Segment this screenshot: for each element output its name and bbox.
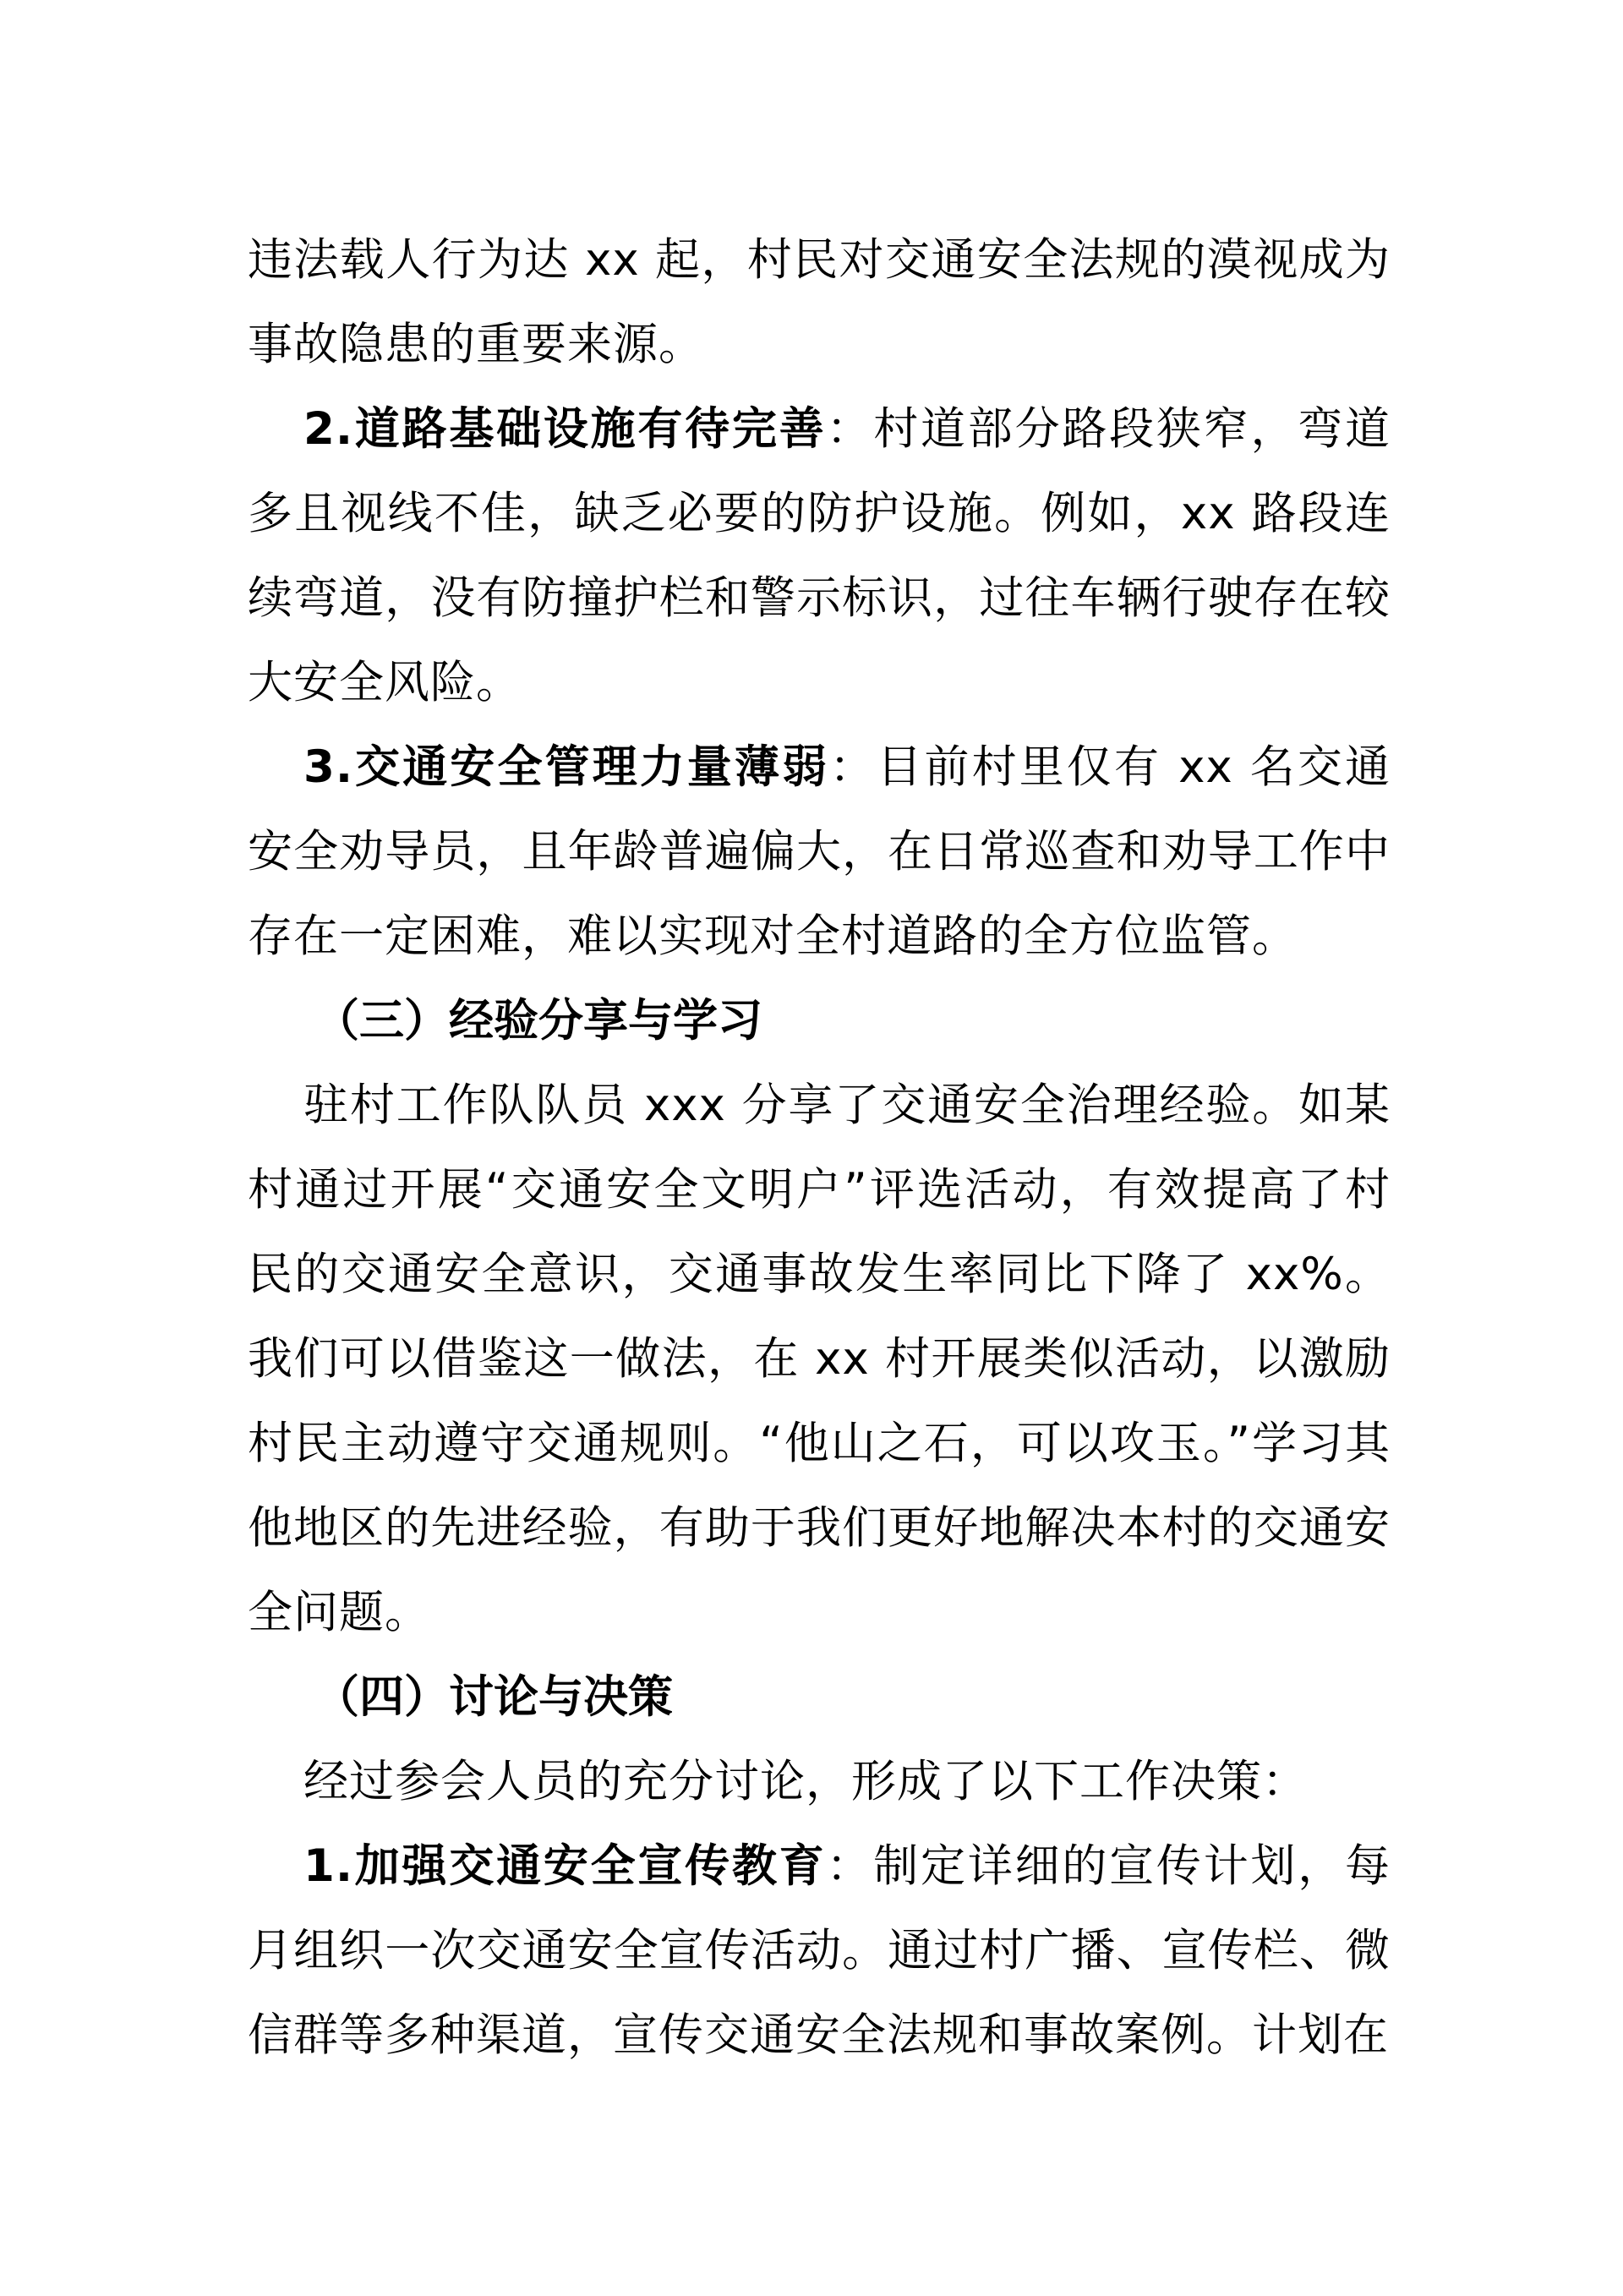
paragraph-road-infrastructure — [248, 387, 1391, 725]
paragraph-text: 违法载人行为达 xx 起，村民对交通安全法规的漠视成为事故隐患的重要来源。 — [248, 234, 1391, 370]
paragraph-text: 经过参会人员的充分讨论，形成了以下工作决策： — [303, 1756, 1308, 1807]
paragraph-publicity-education — [248, 1824, 1391, 2078]
paragraph-label: 1.加强交通安全宣传教育 — [303, 1840, 827, 1892]
paragraph-text: ：目前村里仅有 xx 名交通安全劝导员，且年龄普遍偏大，在日常巡查和劝导工作中存在一定困难，难以实现对全村道路的全方位监管。 — [248, 741, 1391, 962]
paragraph-violation-summary — [248, 218, 1391, 387]
paragraph-experience-sharing — [248, 1063, 1391, 1655]
paragraph-label: 3.交通安全管理力量薄弱 — [303, 741, 830, 793]
document-body — [248, 218, 1391, 2078]
section-heading-discussion-decision: （四）讨论与决策 — [314, 1671, 673, 1723]
paragraph-text: ：村道部分路段狭窄，弯道多且视线不佳，缺乏必要的防护设施。例如，xx 路段连续弯道，没有防撞护栏和警示标识，过往车辆行驶存在较大安全风险。 — [248, 403, 1391, 708]
paragraph-management-capacity — [248, 725, 1391, 979]
paragraph-text: 驻村工作队队员 xxx 分享了交通安全治理经验。如某村通过开展“交通安全文明户”评选活动，有效提高了村民的交通安全意识，交通事故发生率同比下降了 xx%。我们可以借鉴这一做法，在 xx 村开展类似活动，以激励村民主动遵守交通规则。“他山之石，可以攻玉。”学习其他地区的先进经验，有助于我们更好地解决本村的交通安全问题。 — [248, 1080, 1391, 1638]
paragraph-decision-intro — [248, 1740, 1391, 1824]
paragraph-text: ：制定详细的宣传计划，每月组织一次交通安全宣传活动。通过村广播、宣传栏、微信群等多种渠道，宣传交通安全法规和事故案例。计划在 — [248, 1840, 1391, 2061]
paragraph-label: 2.道路基础设施有待完善 — [303, 403, 827, 455]
section-heading-experience-sharing: （三）经验分享与学习 — [314, 995, 762, 1047]
